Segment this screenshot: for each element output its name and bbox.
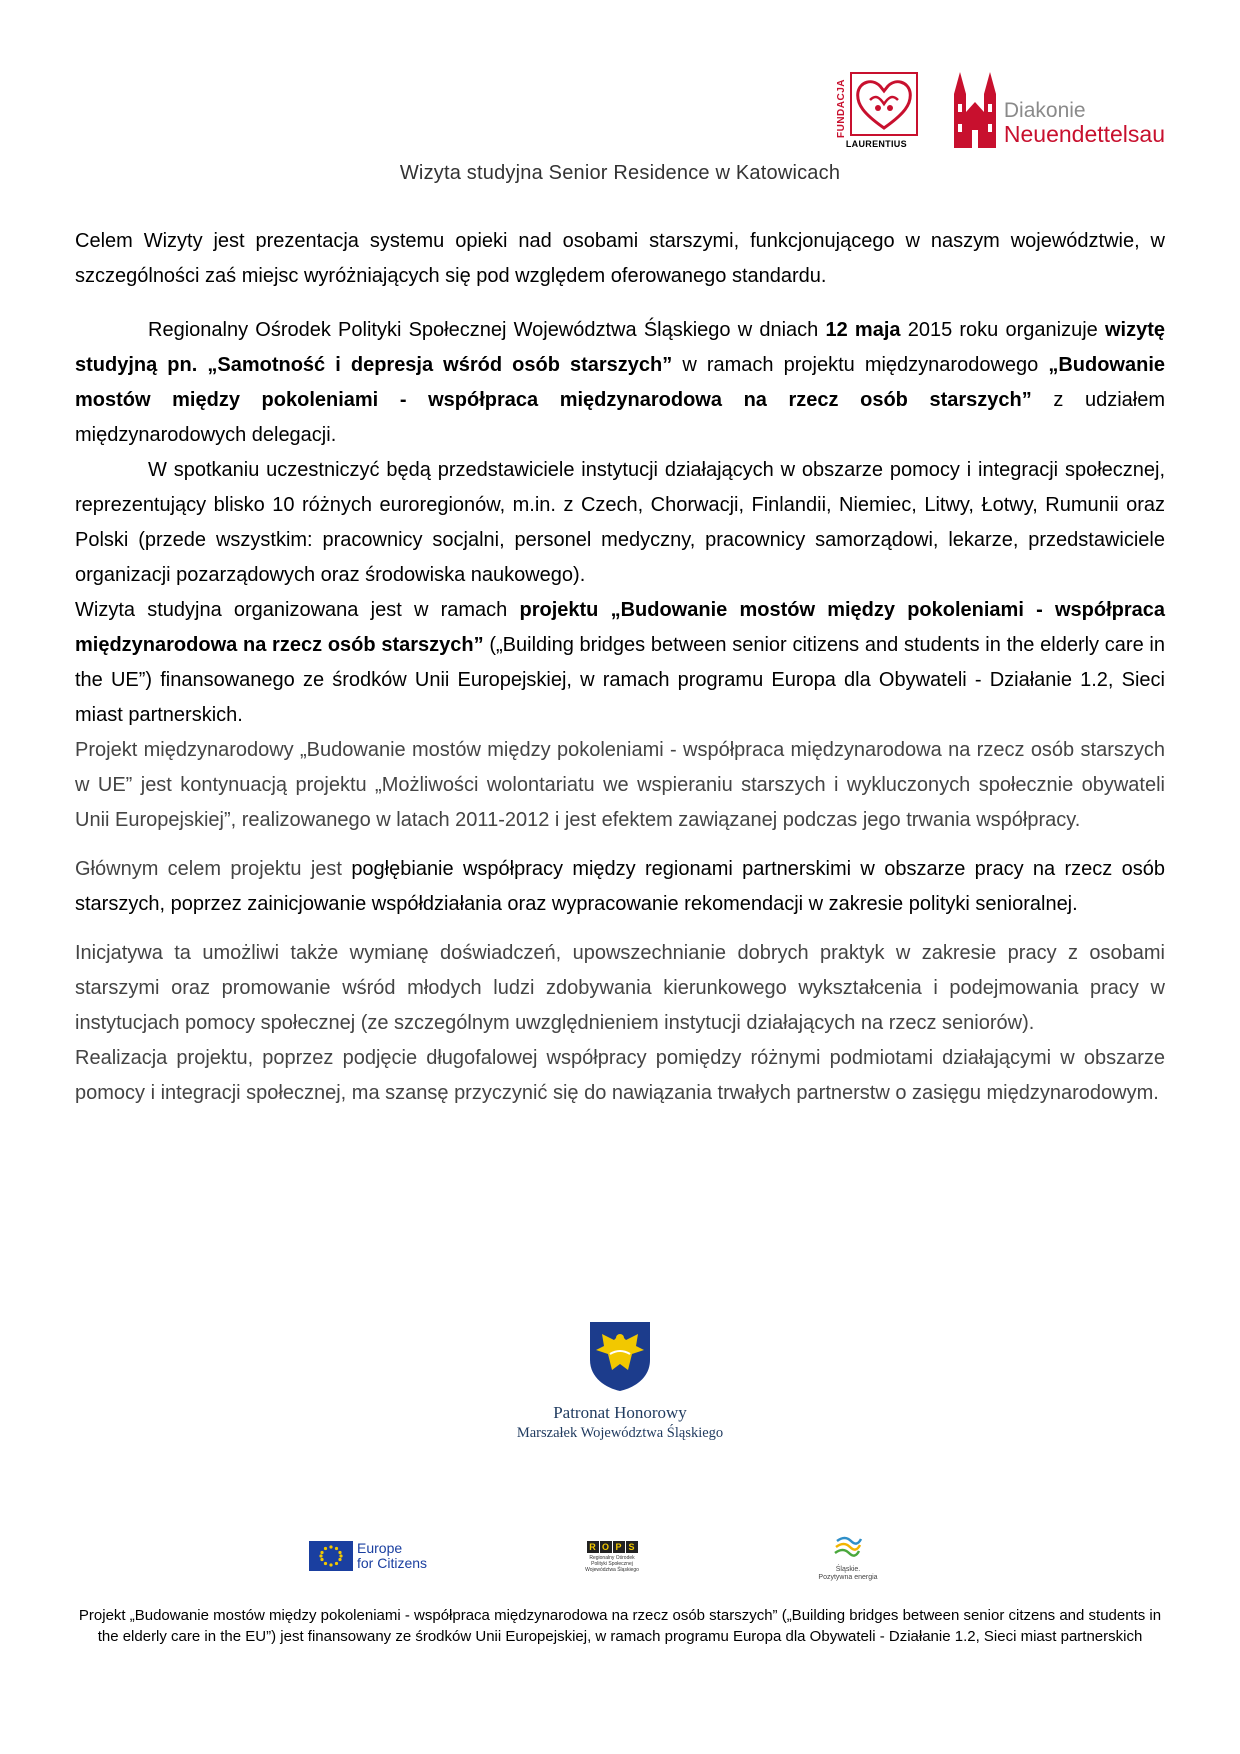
intro-block	[75, 224, 1165, 294]
header-logos	[836, 72, 1165, 154]
diakonie-line2: Neuendettelsau	[1003, 120, 1165, 147]
intro-paragraph: Celem Wizyty jest prezentacja systemu opieki nad osobami starszymi, funkcjonującego w naszym województwie, w szczególności zaś miejsc wyróżniających się pod względem oferowanego standardu.	[75, 230, 1165, 287]
church-icon	[952, 72, 998, 150]
paragraph-continuation: Projekt międzynarodowy „Budowanie mostów między pokoleniami - współpraca międzynarodowa na rzecz osób starszych w UE” jest kontynuacją projektu „Możliwości wolontariatu we wspieraniu starszych i wykluczonych społecznie obywateli Unii Europejskiej”, realizowanego w latach 2011-2012 i jest efektem zawiązanej podczas jego trwania współpracy.	[75, 739, 1165, 831]
paragraph-participants: W spotkaniu uczestniczyć będą przedstawiciele instytucji działających w obszarze pomocy i integracji społecznej, reprezentujący blisko 10 różnych euroregionów, m.in. z Czech, Chorwacji, Finlandii, Niemiec, Litwy, Łotwy, Rumunii oraz Polski (przede wszystkim: pracownicy socjalni, personel medyczny, pracownicy samorządowi, lekarze, przedstawiciele organizacji pozarządowych oraz środowiska naukowego).	[75, 459, 1165, 586]
page-title: Wizyta studyjna Senior Residence w Katowicach	[399, 162, 841, 184]
rops-letter: P	[613, 1541, 625, 1553]
laurentius-vertical-label: FUNDACJA	[835, 79, 847, 138]
laurentius-heart-icon	[850, 72, 918, 136]
footer-note: Projekt „Budowanie mostów między pokoleniami - współpraca międzynarodowa na rzecz osób starszych” („Building bridges between senior citzens and students in the elderly care in the EU”) jest finansowany ze środków Unii Europejskiej, w ramach programu Europa dla Obywateli - Działanie 1.2, Sieci miast partnerskich	[78, 1607, 1162, 1645]
paragraph-goal: Głównym celem projektu jest pogłębianie współpracy między regionami partnerskimi w obszarze pracy na rzecz osób starszych, poprzez zainicjowanie współdziałania oraz wypracowanie rekomendacji w zakresie polityki senioralnej.	[75, 858, 1165, 915]
laurentius-logo	[836, 72, 926, 154]
slaskie-line1: Śląskie.	[835, 1566, 861, 1573]
diakonie-line1: Diakonie	[1003, 98, 1086, 122]
slaskie-logo	[818, 1533, 878, 1582]
slaskie-line2: Pozytywna energia	[818, 1574, 878, 1581]
paragraph-event: Regionalny Ośrodek Polityki Społecznej Województwa Śląskiego w dniach 12 maja 2015 roku organizuje wizytę studyjną pn. „Samotność i depresja wśród osób starszych” w ramach projektu międzynarodowego „Budowanie mostów między pokoleniami - współpraca międzynarodowa na rzecz osób starszych” z udziałem międzynarodowych delegacji.	[75, 319, 1165, 446]
rops-logo	[582, 1541, 642, 1573]
laurentius-name: LAURENTIUS	[845, 139, 907, 149]
patronat-subtitle: Marszałek Województwa Śląskiego	[516, 1425, 724, 1441]
rops-subtitle: Regionalny Ośrodek Polityki Społecznej Województwa Śląskiego	[585, 1555, 639, 1573]
eu-flag-icon	[309, 1541, 353, 1571]
paragraph-realization: Realizacja projektu, poprzez podjęcie długofalowej współpracy pomiędzy różnymi podmiotami działającymi w obszarze pomocy i integracji społecznej, ma szansę przyczynić się do nawiązania trwałych partnerstw o zasięgu międzynarodowym.	[75, 1047, 1165, 1104]
patronat-title: Patronat Honorowy	[553, 1403, 687, 1422]
main-body	[75, 313, 1165, 1111]
coat-of-arms-icon	[588, 1320, 652, 1392]
diakonie-logo	[952, 72, 1165, 150]
eu-line1: Europe	[357, 1540, 403, 1556]
rops-letter: S	[626, 1541, 638, 1553]
europe-for-citizens-logo	[309, 1541, 427, 1571]
rops-letter: R	[587, 1541, 599, 1553]
eu-line2: for Citizens	[357, 1555, 428, 1571]
paragraph-project: Wizyta studyjna organizowana jest w ramach projektu „Budowanie mostów między pokoleniami - współpraca międzynarodowa na rzecz osób starszych” („Building bridges between senior citizens and students in the elderly care in the UE”) finansowanego ze środków Unii Europejskiej, w ramach programu Europa dla Obywateli - Działanie 1.2, Sieci miast partnerskich.	[75, 599, 1165, 726]
slaskie-wave-icon	[833, 1533, 863, 1561]
rops-letter: O	[600, 1541, 612, 1553]
paragraph-initiative: Inicjatywa ta umożliwi także wymianę doświadczeń, upowszechnianie dobrych praktyk w zakresie pracy z osobami starszymi oraz promowanie wśród młodych ludzi zdobywania kierunkowego wykształcenia i podejmowania pracy w instytucjach pomocy społecznej (ze szczególnym uwzględnieniem instytucji działających na rzecz seniorów).	[75, 942, 1165, 1034]
